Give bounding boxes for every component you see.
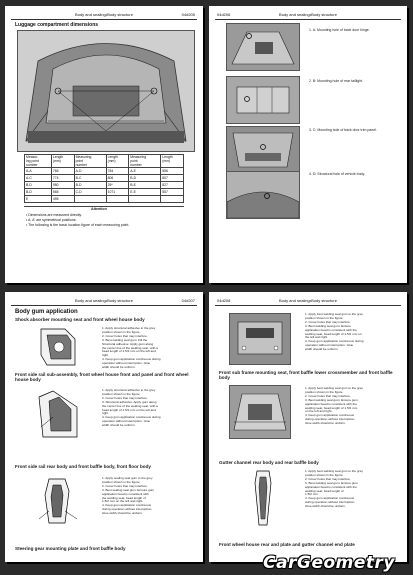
table-cell <box>129 196 161 203</box>
table-cell: 25* <box>106 182 129 189</box>
instruction-line: the center line of the welding seat, with a <box>102 403 158 408</box>
structural-hole-photo-d <box>226 171 300 219</box>
instruction-line: 3. Best welding seal gum: Ensure gum <box>305 480 358 485</box>
table-row <box>25 175 184 182</box>
note-item: • Dimensions are measured directly. <box>26 213 82 217</box>
instruction-line: operation without interruption. Glue <box>102 419 151 424</box>
instruction-block <box>102 477 198 516</box>
instruction-line: during operation without interruption. <box>102 507 153 512</box>
table-cell: B-D <box>129 175 161 182</box>
measurement-table <box>24 154 184 203</box>
table-cell: B-D <box>25 189 52 196</box>
note-item: • A, A' are symmetrical positions. <box>26 218 77 222</box>
instruction-line: right. <box>102 353 109 358</box>
table-cell: A-D <box>74 168 106 175</box>
page-header <box>215 10 401 20</box>
table-cell: A-E <box>129 168 161 175</box>
instruction-line: application bead is consistent with the <box>305 484 357 489</box>
instruction-line: bead length of 1.5/2 mm on the left and <box>102 407 156 412</box>
header-title: Body and sealing•Body structure <box>279 12 337 17</box>
table-cell: 495 <box>51 196 74 203</box>
instruction-line: 2. Cover holes that may interfere. <box>305 476 351 481</box>
table-cell: 980 <box>51 182 74 189</box>
instruction-block <box>102 389 198 428</box>
caption-b: 2. B: Mounting hole of rear taillight. <box>309 79 364 83</box>
table-cell: 557 <box>161 189 184 196</box>
mounting-hole-photo-c <box>226 126 300 174</box>
instruction-line: Glue width should be uniform. <box>305 504 346 509</box>
instruction-line: welding seat, bead length of 1.5/2 mm <box>305 405 358 410</box>
table-cell: E <box>25 196 52 203</box>
instruction-line: 1.5/2 mm. <box>305 492 319 497</box>
subsection-heading: Front side rail rear body and front baffle body, front floor body <box>15 464 151 469</box>
instruction-block <box>305 387 403 426</box>
instruction-line: Glue width should be uniform. <box>102 511 143 516</box>
gutter-channel-diagram <box>245 469 281 527</box>
sub-frame-photo <box>229 385 291 439</box>
instruction-line: width should be uniform. <box>102 365 136 370</box>
header-page-number: 04d205 <box>181 12 195 17</box>
caption-c: 3. C: Mounting hole of back door trim panel. <box>309 128 377 132</box>
table-cell: B-D <box>25 182 52 189</box>
table-row <box>25 168 184 175</box>
table-cell: B-C <box>74 175 106 182</box>
page-measuring-points <box>209 6 407 283</box>
header-page-number: 04d208 <box>217 298 231 303</box>
shock-absorber-diagram <box>33 325 83 369</box>
table-cell <box>161 196 184 203</box>
subsection-heading: Front wheel house rear and plate and gutter channel end plate <box>219 542 355 547</box>
instruction-line: operation without interruption. Glue <box>305 343 354 348</box>
instruction-line: 4. Keep gum application continuous during <box>102 357 161 362</box>
note-text: A, A' are symmetrical positions. <box>28 218 77 222</box>
instruction-line: 4. Keep gum application continuous during <box>305 339 364 344</box>
column-header: Measuring point number <box>74 155 106 168</box>
instruction-line: Glue width should be uniform. <box>305 421 346 426</box>
instruction-line: 2. Cover holes that may interfere. <box>102 395 148 400</box>
instruction-line: 3. Best sealing seal gum: Ensure gum <box>102 487 155 492</box>
instruction-line: 2. Cover holes that may interfere. <box>102 333 148 338</box>
header-page-number: 04d206 <box>217 12 231 17</box>
table-cell: B-E <box>129 182 161 189</box>
subsection-heading: Steering gear mounting plate and front baffle body <box>15 546 126 551</box>
table-cell: 774 <box>51 175 74 182</box>
instruction-line: width should be uniform. <box>305 347 339 352</box>
instruction-line: position shown in the figure. <box>305 472 344 477</box>
caption-d: 4. D: Structural hole of vehicle body. <box>309 172 365 176</box>
table-cell <box>74 196 106 203</box>
instruction-line: 1. Apply structural adhesive to the grey <box>102 388 156 392</box>
table-header-row <box>25 155 184 168</box>
instruction-block <box>305 470 403 509</box>
table-cell: A-C <box>25 175 52 182</box>
table-cell: E-E <box>129 189 161 196</box>
instruction-line: 4. Keep gum application continuous <box>305 496 355 501</box>
instruction-line: 4. Keep gum application continuous <box>305 413 355 418</box>
attention-label: Attention <box>91 207 107 211</box>
column-header: Length (mm) <box>51 155 74 168</box>
instruction-line: during operation without interruption. <box>305 500 356 505</box>
instruction-line: 1. Apply sealing seal gum to the grey <box>102 476 153 480</box>
instruction-line: the center line of the welding seat, with a <box>102 345 158 350</box>
column-header: Length (mm) <box>106 155 129 168</box>
instruction-line: 2. Cover holes that may interfere. <box>102 483 148 488</box>
table-cell: 766 <box>51 168 74 175</box>
instruction-line: the left and right. <box>305 335 329 340</box>
subsection-heading: Front sub frame mounting seat, front baffle lower crossmember and front baffle body <box>219 370 393 381</box>
mounting-hole-photo-a <box>226 23 300 71</box>
table-row <box>25 196 184 203</box>
column-header: Length (mm) <box>161 155 184 168</box>
instruction-line: position shown in the figure. <box>305 389 344 394</box>
table-cell: C-D <box>74 189 106 196</box>
instruction-line: 2. Cover holes that may interfere. <box>305 319 351 324</box>
rear-body-diagram <box>35 475 81 527</box>
header-page-number: 04d207 <box>181 298 195 303</box>
instruction-line: Structural adhesive: Apply gum along <box>102 341 154 346</box>
instruction-line: 1. Apply structural adhesive to the grey <box>102 326 156 330</box>
table-cell: 1071 <box>106 189 129 196</box>
instruction-line: during operation without interruption. <box>305 417 356 422</box>
instruction-block <box>102 327 198 370</box>
instruction-line: right. <box>102 411 109 416</box>
subsection-heading: Front side rail sub-assembly, front wheel house front and panel and front wheel house body <box>15 372 189 383</box>
table-cell: 784 <box>106 168 129 175</box>
page-body-gum-application <box>5 292 203 562</box>
steering-gear-photo <box>229 313 291 365</box>
section-title: Luggage compartment dimensions <box>15 22 99 28</box>
instruction-line: 3. Best welding seal gum: Ensure gum <box>305 397 358 402</box>
header-title: Body and sealing•Body structure <box>279 298 337 303</box>
page-gum-application-continued <box>209 292 407 562</box>
instruction-line: 3. Structural adhesive: Apply gum along <box>102 399 157 404</box>
instruction-line: position shown in the figure. <box>102 479 141 484</box>
instruction-line: application bead is consistent with <box>102 491 149 496</box>
instruction-line: position shown in the figure. <box>102 329 141 334</box>
mounting-hole-photo-b <box>226 76 300 124</box>
instruction-line: 4. Keep gum application continuous <box>102 503 152 508</box>
instruction-line: width should be uniform. <box>102 423 136 428</box>
table-cell: 827 <box>161 182 184 189</box>
table-cell: B-D <box>74 182 106 189</box>
instruction-line: 1. Apply best welding seal gum to the grey <box>305 312 363 316</box>
header-title: Body and sealing•Body structure <box>75 298 133 303</box>
header-title: Body and sealing•Body structure <box>75 12 133 17</box>
instruction-line: bead length of 1.5/2 mm on the left and <box>102 349 156 354</box>
table-row <box>25 182 184 189</box>
instruction-line: welding seat, bead length of <box>305 488 344 493</box>
page-luggage-dimensions <box>5 6 203 283</box>
table-cell: 565 <box>51 189 74 196</box>
front-side-rail-diagram <box>33 387 83 441</box>
table-cell <box>106 196 129 203</box>
table-row <box>25 189 184 196</box>
section-title: Body gum application <box>15 309 78 315</box>
instruction-line: on the left and right. <box>305 409 333 414</box>
instruction-block <box>305 313 403 352</box>
instruction-line: 3. Best welding seal gum: Ensure <box>305 323 351 328</box>
instruction-line: welding seat, bead length of 1.5/2 mm on <box>305 331 362 336</box>
instruction-line: 1. Apply best welding seal gum to the grey <box>305 469 363 473</box>
instruction-line: 2. Cover holes that may interfere. <box>305 393 351 398</box>
column-header: Measuring point number <box>129 155 161 168</box>
note-text: The following is the basic location figure of each measuring point. <box>28 223 130 227</box>
table-cell: 556 <box>161 168 184 175</box>
table-cell: 807 <box>161 175 184 182</box>
instruction-line: application bead is consistent with the <box>305 327 357 332</box>
table-cell: 806 <box>106 175 129 182</box>
brand-logo: CarGeometry <box>263 553 395 573</box>
instruction-line: the welding seat, bead length of <box>102 495 146 500</box>
instruction-line: 3. Best welding seal gum. Fill the <box>102 337 148 342</box>
page-header <box>215 296 401 306</box>
instruction-line: position shown in the figure. <box>305 315 344 320</box>
instruction-line: application bead is consistent with the <box>305 401 357 406</box>
instruction-line: operation without interruption. Glue <box>102 361 151 366</box>
instruction-line: 1. Apply best welding seal gum to the grey <box>305 386 363 390</box>
column-header: Measur- ing point number <box>25 155 52 168</box>
instruction-line: position shown in the figure. <box>102 391 141 396</box>
instruction-line: 4. Keep gum application continuous during <box>102 415 161 420</box>
caption-a: 1. A: Mounting hole of back door hinge. <box>309 28 370 32</box>
note-item: • The following is the basic location figure of each measuring point. <box>26 223 130 227</box>
subsection-heading: Shock absorber mounting seat and front wheel house body <box>15 317 145 322</box>
page-header <box>11 296 197 306</box>
subsection-heading: Gutter channel rear body and rear baffle body <box>219 460 319 465</box>
table-cell: A-A <box>25 168 52 175</box>
page-header <box>11 10 197 20</box>
note-text: Dimensions are measured directly. <box>28 213 82 217</box>
luggage-compartment-photo <box>17 30 195 152</box>
instruction-line: 1.5/2 mm on the left and right. <box>102 499 144 504</box>
